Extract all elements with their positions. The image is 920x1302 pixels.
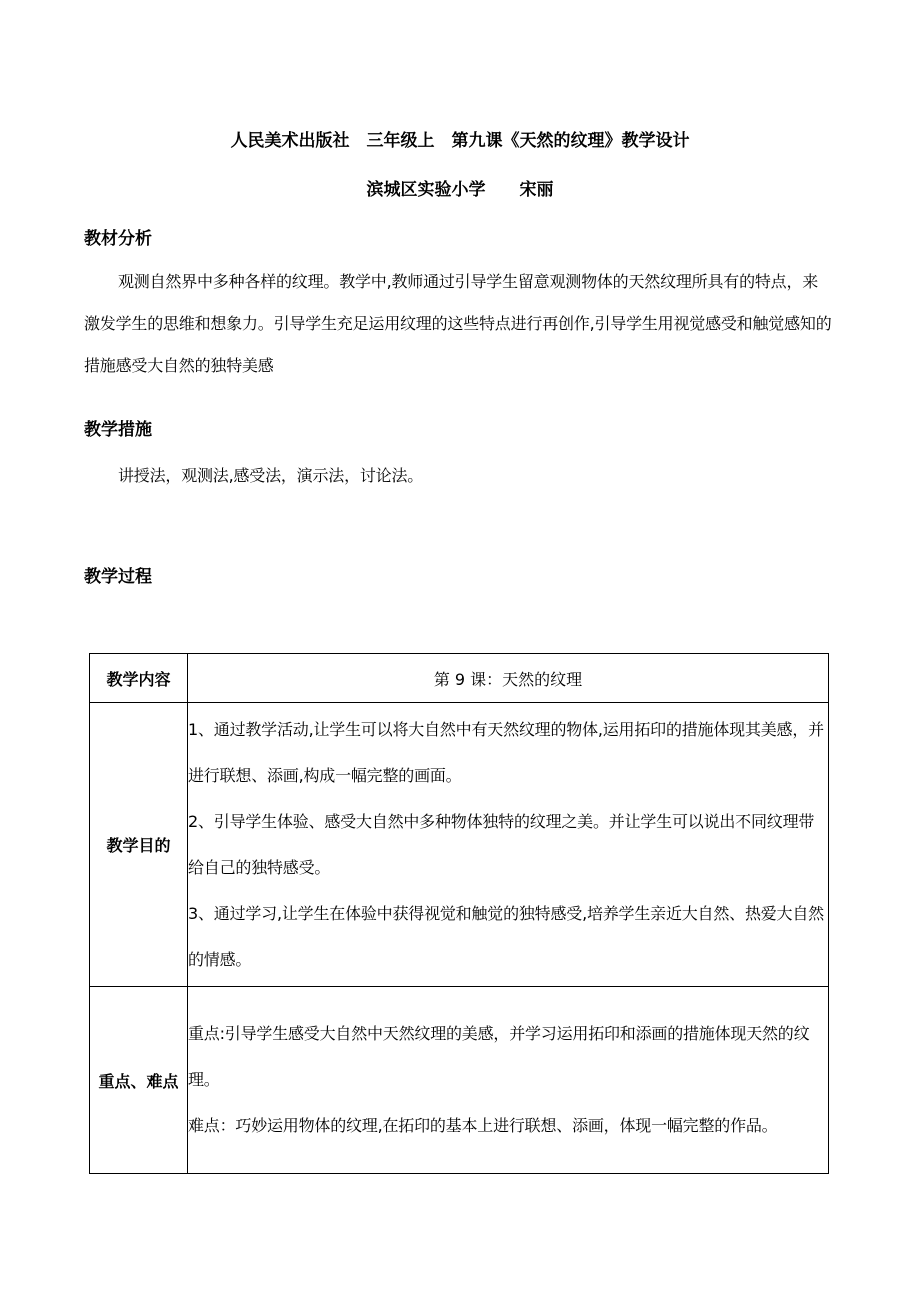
process-heading: 教学过程 xyxy=(84,567,152,587)
key-point-item: 重点:引导学生感受大自然中天然纹理的美感，并学习运用拓印和添画的措施体现天然的纹理。 xyxy=(188,1024,810,1089)
table-row-objectives xyxy=(90,703,829,987)
objective-item-3: 3、通过学习,让学生在体验中获得视觉和触觉的独特感受,培养学生亲近大自然、热爱大自然的情感。 xyxy=(188,903,824,969)
objective-item-1: 1、通过教学活动,让学生可以将大自然中有天然纹理的物体,运用拓印的措施体现其美感，并进行联想、添画,构成一幅完整的画面。 xyxy=(188,719,824,785)
analysis-text: 观测自然界中多种各样的纹理。教学中,教师通过引导学生留意观测物体的天然纹理所具有的特点，来激发学生的思维和想象力。引导学生充足运用纹理的这些特点进行再创作,引导学生用视觉感受和触觉感知的措施感受大自然的独特美感 xyxy=(84,272,832,375)
table-row-key-points xyxy=(90,987,829,1174)
content-value: 第 9 课：天然的纹理 xyxy=(188,654,829,703)
methods-text: 讲授法，观测法,感受法，演示法，讨论法。 xyxy=(118,466,424,485)
document-title: 人民美术出版社 三年级上 第九课《天然的纹理》教学设计 xyxy=(230,131,690,151)
lesson-table xyxy=(89,653,829,1174)
difficulty-item: 难点：巧妙运用物体的纹理,在拓印的基本上进行联想、添画，体现一幅完整的作品。 xyxy=(188,1116,778,1135)
objective-item-2: 2、引导学生体验、感受大自然中多种物体独特的纹理之美。并让学生可以说出不同纹理带给自己的独特感受。 xyxy=(188,811,815,877)
analysis-heading: 教材分析 xyxy=(84,229,152,249)
objectives-label: 教学目的 xyxy=(90,703,188,987)
objectives-cell xyxy=(188,703,829,987)
author-line: 滨城区实验小学 宋丽 xyxy=(366,180,554,200)
table-row-content xyxy=(90,654,829,703)
key-points-cell xyxy=(188,987,829,1174)
key-points-label: 重点、难点 xyxy=(90,987,188,1174)
methods-heading: 教学措施 xyxy=(84,420,152,440)
content-label: 教学内容 xyxy=(90,654,188,703)
